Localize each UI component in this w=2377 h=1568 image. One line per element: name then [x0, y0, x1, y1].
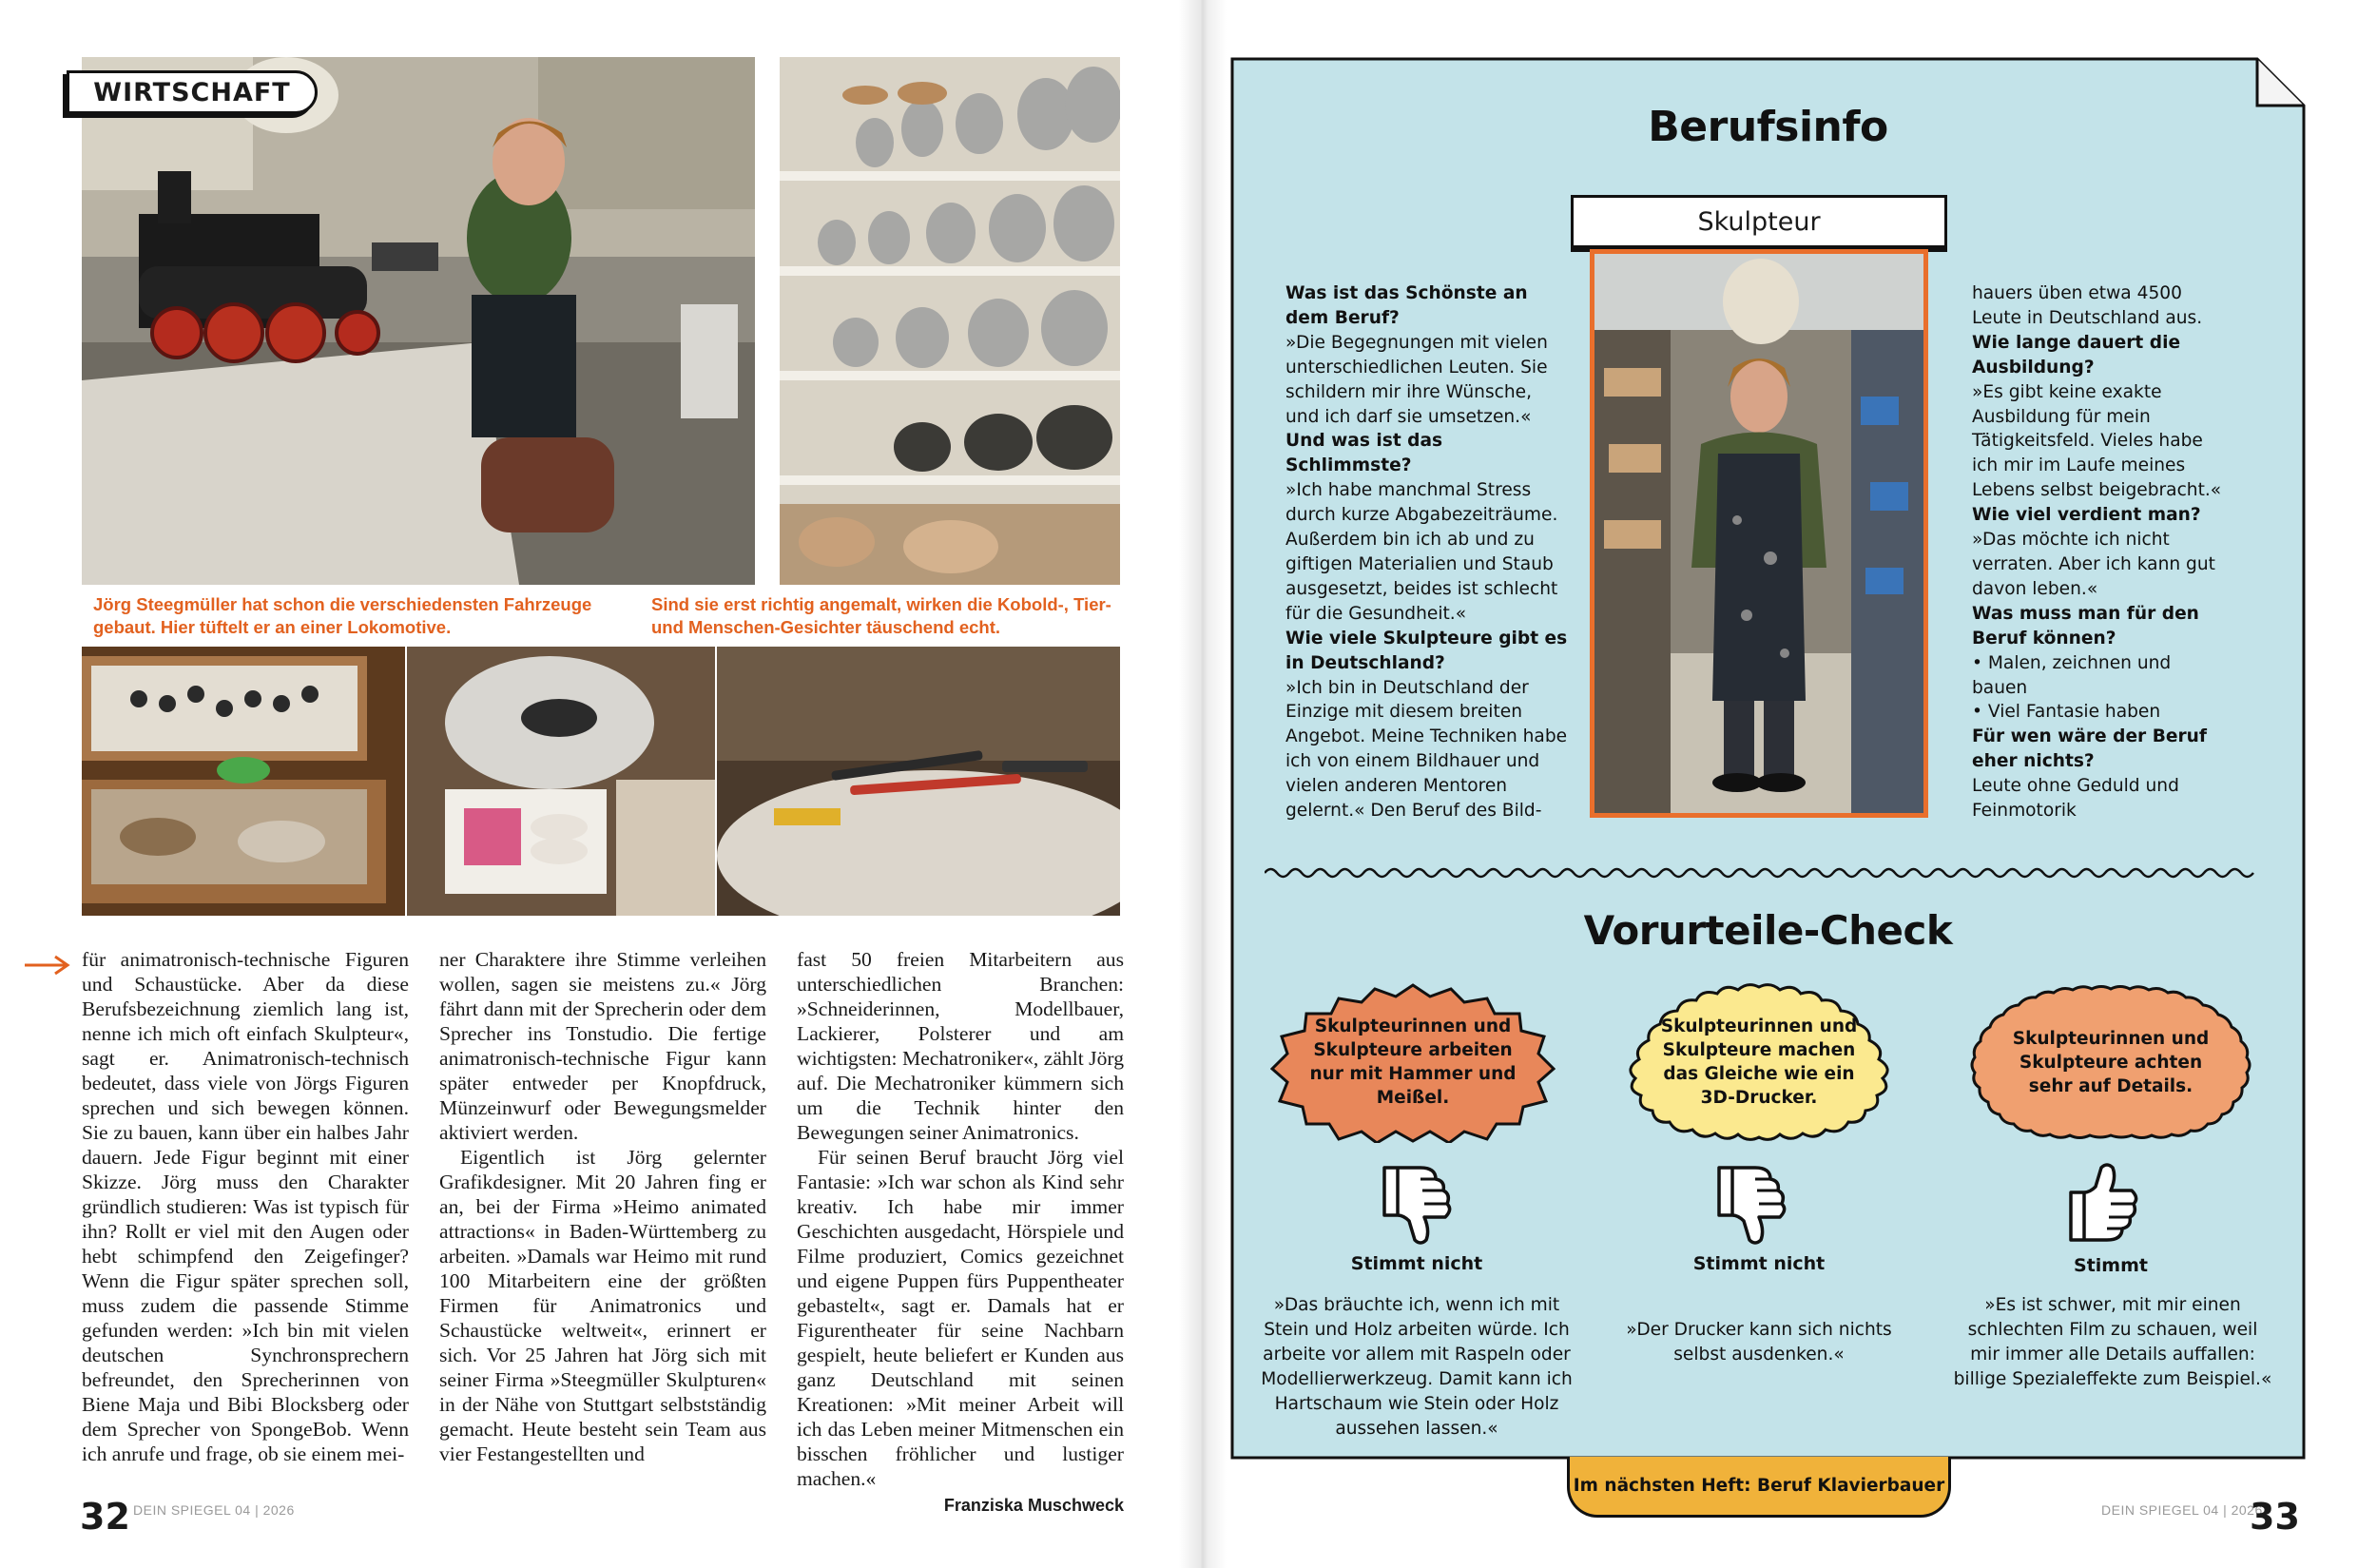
caption-heads: Sind sie erst richtig angemalt, wirken die Kobold-, Tier- und Menschen-Gesichter täuschend echt. [651, 594, 1111, 637]
verdict-label: Stimmt nicht [1350, 1253, 1483, 1274]
photo-bags-and-boxes [407, 647, 715, 916]
author-byline: Franziska Muschweck [943, 1496, 1124, 1515]
claim-text: Skulpteurinnen und Skulpteure arbeiten nur mit Hammer und Meißel. [1309, 1016, 1517, 1108]
article-paragraph: fast 50 freien Mitarbeitern aus unterschiedlichen Branchen: »Schneiderinnen, Modellbauer, Lackierer, Polsterer und am wichtigsten: Mechatroniker«, zählt Jörg auf. Die Mechatroniker kümmern sich um die Technik hinter den Bewegungen seiner Animatronics. [797, 948, 1124, 1144]
verdict-label: Stimmt [2074, 1255, 2148, 1276]
article-column-1 [82, 947, 409, 1466]
article-column-2 [439, 947, 766, 1466]
photo-tools-on-bench [717, 647, 1120, 916]
next-issue-banner: Im nächsten Heft: Beruf Klavierbauer [1567, 1457, 1951, 1518]
profession-label: Skulpteur [1571, 195, 1947, 248]
question: Für wen wäre der Beruf eher nichts? [1972, 726, 2207, 772]
answer: »Ich habe manchmal Stress durch kurze Abgabezeiträume. Außerdem bin ich ab und zu giftigen Materialien und Staub ausgesetzt, beides ist schlecht für die Gesundheit.« [1285, 480, 1558, 624]
claim-text: Skulpteurinnen und Skulpteure achten sehr auf Details. [2012, 1028, 2210, 1096]
qa-column-right [1972, 281, 2229, 823]
question: Und was ist das Schlimmste? [1285, 431, 1443, 476]
article-paragraph: Für seinen Beruf braucht Jörg viel Fantasie: »Ich war schon als Kind sehr kreativ. Ich habe mir immer Geschichten ausgedacht, Hörspiele und Filme produziert, Comics gezeichnet und eigene Puppen fürs Puppentheater gebastelt«, sagt er. Damals hat er Figurentheater für seine Nachbarn gespielt, heute beliefert er Kunden aus ganz Deutschland mit seinen Kreationen: »Mit meiner Arbeit will ich das Leben meiner Mitmenschen ein bisschen fröhlicher und lustiger machen.« [797, 1146, 1124, 1490]
continue-arrow-icon [25, 955, 70, 976]
claim-badge-3 [1968, 981, 2253, 1143]
answer: »Die Begegnungen mit vielen unterschiedlichen Leuten. Sie schildern mir ihre Wünsche, und ich darf sie umsetzen.« [1285, 332, 1548, 427]
page-number-right: 33 [2250, 1496, 2300, 1538]
thumbs-down-icon [1711, 1162, 1788, 1248]
question: Wie viel verdient man? [1972, 505, 2201, 526]
photo-shelves-of-heads [780, 57, 1120, 585]
page-number-left: 32 [80, 1496, 130, 1538]
answer: »Das möchte ich nicht verraten. Aber ich kann gut davon leben.« [1972, 530, 2215, 599]
section-label: WIRTSCHAFT [67, 70, 318, 114]
article-paragraph: für animatronisch-technische Figuren und Schaustücke. Aber da diese Berufsbezeichnung ziemlich lang ist, nenne ich mich oft einfach Skulpteur«, sagt er. Animatronisch-technisch bedeutet, dass viele von Jörgs Figuren sprechen und sich bewegen können. Sie zu bauen, kann über ein halbes Jahr dauern. Jede Figur beginnt mit einer Skizze. Jörg muss den Charakter gründlich studieren: Was ist typisch für ihn? Rollt er viel mit den Augen oder hebt schimpfend den Zeigefinger? Wenn die Figur später sprechen soll, muss zudem die passende Stimme gefunden werden: »Ich bin mit vielen deutschen Synchronsprechern befreundet, den Sprecherinnen von Biene Maja und Bibi Blocksberg oder dem Sprecher von SpongeBob. Wenn ich anrufe und frage, ob sie einem mei- [82, 948, 409, 1465]
article-paragraph: Eigentlich ist Jörg gelernter Grafikdesigner. Mit 20 Jahren fing er an, bei der Firma »Heimo animated attractions« in Baden-Württemberg zu arbeiten. »Damals war Heimo mit rund 100 Mitarbeitern eine der größten Firmen für Animatronics und Schaustücke weltweit«, erinnert er sich. Vor 25 Jahren hat Jörg sich mit seiner Firma »Steegmüller Skulpturen« in der Nähe von Stuttgart selbstständig gemacht. Heute besteht sein Team aus vier Festangestellten und [439, 1146, 766, 1465]
article-column-3 [797, 947, 1124, 1518]
verdict-explanation: »Es ist schwer, mit mir einen schlechten Film zu schauen, weil mir immer alle Details auffallen: billige Spezialeffekte zum Beispiel.« [1953, 1295, 2272, 1389]
portrait-sculptor [1590, 249, 1928, 818]
article-paragraph: ner Charaktere ihre Stimme verleihen wollen, sagen sie meistens zu.« Jörg fährt dann mit der Sprecherin oder dem Sprecher ins Tonstudio. Die fertige animatronisch-technische Figur kann später entweder per Knopfdruck, Münzeinwurf oder Bewegungsmelder aktiviert werden. [439, 948, 766, 1144]
claim-text: Skulpteurinnen und Skulpteure machen das Gleiche wie ein 3D-Drucker. [1660, 1016, 1858, 1108]
answer: »Ich bin in Deutschland der Einzige mit diesem breiten Angebot. Meine Techniken habe ich von einem Bildhauer und vielen anderen Mentoren gelernt.« Den Beruf des Bild- [1285, 677, 1568, 822]
question: Was muss man für den Beruf können? [1972, 603, 2199, 648]
skills-list [1972, 651, 2229, 726]
answer: Leute ohne Geduld und Feinmotorik [1972, 776, 2179, 822]
vorurteile-check-title: Vorurteile-Check [1583, 907, 1953, 954]
qa-column-left [1285, 281, 1571, 823]
running-footer-left: DEIN SPIEGEL 04 | 2026 [133, 1502, 295, 1518]
wavy-divider [1265, 863, 2255, 882]
verdict-explanation: »Das bräuchte ich, wenn ich mit Stein und Holz arbeiten würde. Ich arbeite vor allem mit Raspeln oder Modellierwerkzeug. Damit kann ich Hartschaum wie Stein oder Holz aussehen lassen.« [1261, 1295, 1573, 1439]
thumbs-up-icon [2063, 1160, 2139, 1246]
skills-list-item: • Malen, zeichnen und bauen [1972, 651, 2229, 701]
answer: »Es gibt keine exakte Ausbildung für mein Tätigkeitsfeld. Vieles habe ich mir im Laufe meines Lebens selbst beigebracht.« [1972, 381, 2222, 501]
running-footer-right: DEIN SPIEGEL 04 | 2026 [2101, 1502, 2263, 1518]
claim-badge-2 [1616, 981, 1902, 1143]
caption-locomotive: Jörg Steegmüller hat schon die verschiedensten Fahrzeuge gebaut. Hier tüftelt er an einer Lokomotive. [93, 594, 592, 637]
question: Wie viele Skulpteure gibt es in Deutschland? [1285, 628, 1568, 673]
verdict-explanation: »Der Drucker kann sich nichts selbst ausdenken.« [1626, 1320, 1892, 1365]
question: Was ist das Schönste an dem Beruf? [1285, 283, 1528, 328]
page-gutter [1179, 0, 1227, 1568]
verdict-label: Stimmt nicht [1692, 1253, 1826, 1274]
photo-locomotive-workshop [82, 57, 755, 585]
answer-continued: hauers üben etwa 4500 Leute in Deutschland aus. [1972, 283, 2203, 328]
berufsinfo-title: Berufsinfo [1648, 103, 1888, 151]
thumbs-down-icon [1377, 1162, 1453, 1248]
skills-list-item: • Viel Fantasie haben [1972, 700, 2229, 725]
claim-badge-1 [1270, 981, 1556, 1143]
photo-drawers-with-eyes [82, 647, 405, 916]
question: Wie lange dauert die Ausbildung? [1972, 332, 2181, 377]
